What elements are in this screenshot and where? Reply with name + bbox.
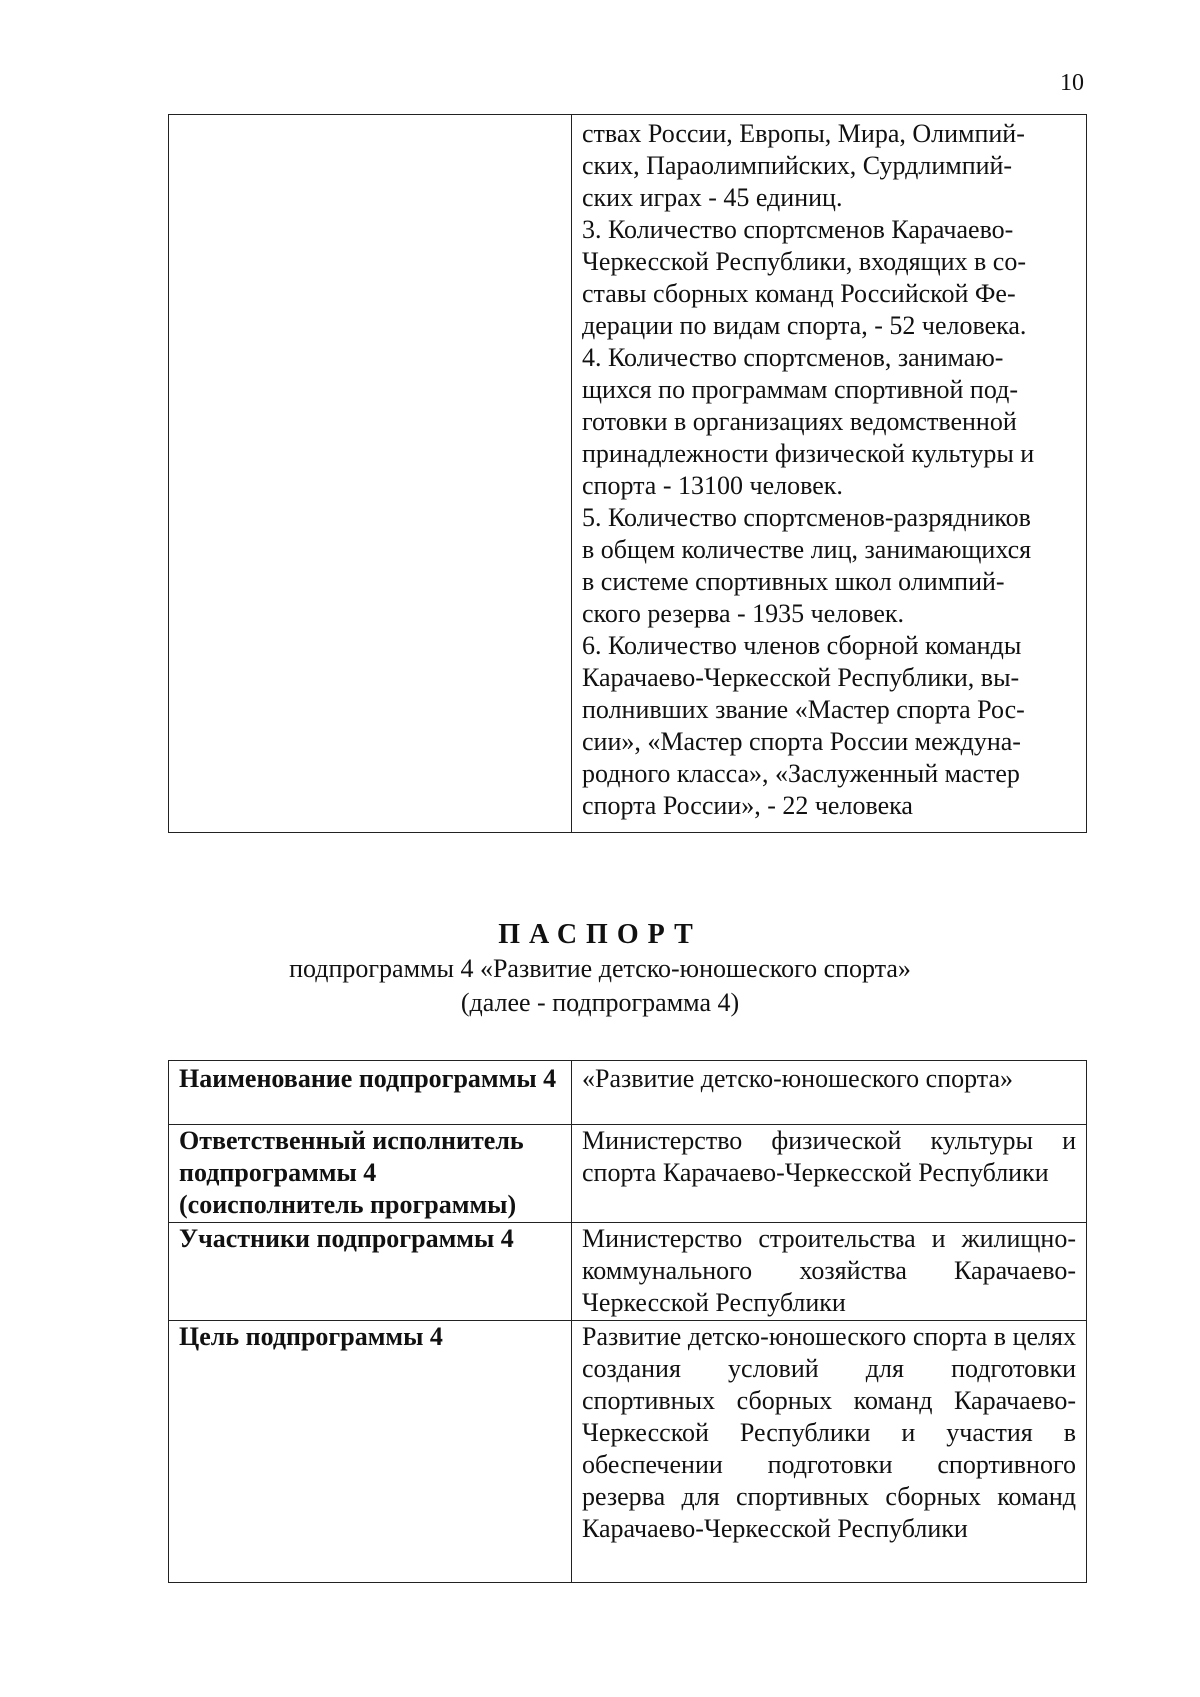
continuation-table — [168, 114, 1087, 833]
targets-cell — [572, 115, 1087, 833]
text-line: родного класса», «Заслуженный мастер — [582, 759, 1020, 788]
text-line: спорта России», - 22 человека — [582, 791, 913, 820]
passport-heading — [0, 918, 1200, 1020]
table-row — [169, 115, 1087, 833]
table-row — [169, 1223, 1087, 1321]
row-label: Ответственный исполнитель подпрограммы 4 (соисполнитель программы) — [169, 1125, 572, 1223]
page-number: 10 — [1060, 70, 1084, 96]
text-line: спорта - 13100 человек. — [582, 471, 843, 500]
text-line: готовки в организациях ведомственной — [582, 407, 1017, 436]
text-line: в общем количестве лиц, занимающихся — [582, 535, 1032, 564]
row-label: Цель подпрограммы 4 — [169, 1321, 572, 1583]
row-label: Участники подпрограммы 4 — [169, 1223, 572, 1321]
text-line: принадлежности физической культуры и — [582, 439, 1035, 468]
row-value: «Развитие детско-юношеского спорта» — [572, 1061, 1087, 1125]
text-line: ствах России, Европы, Мира, Олимпий- — [582, 119, 1025, 148]
passport-table — [168, 1060, 1087, 1583]
text-line: полнивших звание «Мастер спорта Рос- — [582, 695, 1025, 724]
row-value: Развитие детско-юношеского спорта в целях создания условий для подготовки спортивных сборных команд Карачаево-Черкесской Республики и участия в обеспечении подготовки спортивного резерва для спортивных сборных команд Карачаево-Черкесской Республики — [572, 1321, 1087, 1583]
text-line: щихся по программам спортивной под- — [582, 375, 1018, 404]
text-line: ставы сборных команд Российской Фе- — [582, 279, 1016, 308]
text-line: дерации по видам спорта, - 52 человека. — [582, 311, 1027, 340]
text-line: ских, Параолимпийских, Сурдлимпий- — [582, 151, 1013, 180]
row-value: Министерство строительства и жилищно-коммунального хозяйства Карачаево-Черкесской Республики — [572, 1223, 1087, 1321]
text-line: 6. Количество членов сборной команды — [582, 631, 1022, 660]
empty-left-cell — [169, 115, 572, 833]
passport-subtitle-note: (далее - подпрограмма 4) — [460, 988, 740, 1017]
table-row — [169, 1061, 1087, 1125]
table-row — [169, 1321, 1087, 1583]
text-line: ского резерва - 1935 человек. — [582, 599, 905, 628]
passport-subtitle: подпрограммы 4 «Развитие детско-юношеского спорта» — [289, 954, 911, 983]
text-line: 5. Количество спортсменов-разрядников — [582, 503, 1031, 532]
row-value: Министерство физической культуры и спорта Карачаево-Черкесской Республики — [572, 1125, 1087, 1223]
text-line: Карачаево-Черкесской Республики, вы- — [582, 663, 1020, 692]
text-line: в системе спортивных школ олимпий- — [582, 567, 1005, 596]
row-label: Наименование подпрограммы 4 — [169, 1061, 572, 1125]
passport-title: ПАСПОРТ — [498, 919, 702, 950]
text-line: сии», «Мастер спорта России междуна- — [582, 727, 1021, 756]
table-row — [169, 1125, 1087, 1223]
text-line: 3. Количество спортсменов Карачаево- — [582, 215, 1014, 244]
text-line: ских играх - 45 единиц. — [582, 183, 843, 212]
text-line: 4. Количество спортсменов, занимаю- — [582, 343, 1004, 372]
text-line: Черкесской Республики, входящих в со- — [582, 247, 1026, 276]
